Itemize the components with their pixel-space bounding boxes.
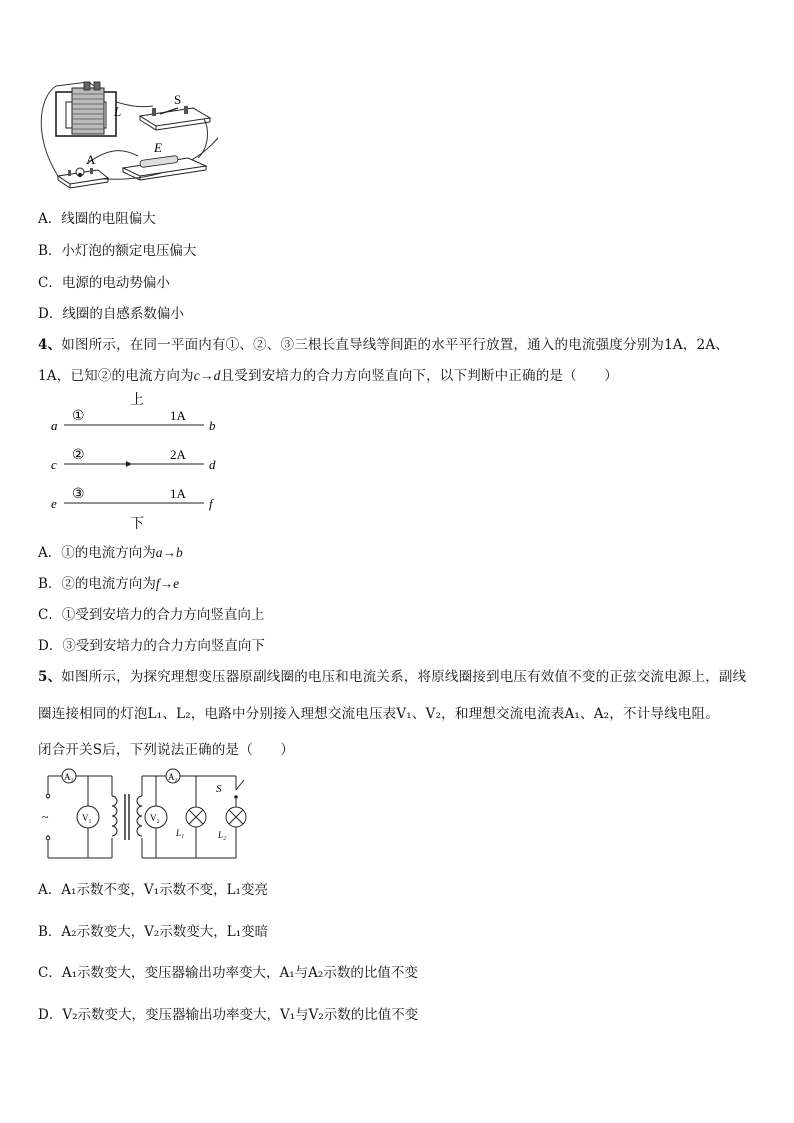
option-text: A₂示数变大，V₂示数变大，L₁变暗 — [61, 924, 269, 940]
option-text: 线圈的电阻偏大 — [61, 211, 156, 227]
option-letter: D． — [38, 306, 63, 322]
q3-option-d[interactable] — [38, 302, 184, 322]
q4-label-bottom: 下 — [130, 517, 144, 532]
wire-3-current: 1A — [170, 486, 186, 501]
wire-1-right: b — [209, 418, 216, 433]
wire-3-left: e — [51, 496, 57, 511]
question-number: 5、 — [38, 669, 62, 685]
option-text: ②的电流方向为 — [61, 576, 156, 592]
stem-direction: c→d — [193, 368, 221, 383]
wire-2-right: d — [209, 457, 216, 472]
q4-stem-line2 — [38, 364, 618, 384]
option-text: V₂示数变大，变压器输出功率变大，V₁与V₂示数的比值不变 — [62, 1007, 419, 1023]
wire-2-current: 2A — [170, 447, 186, 462]
q4-wires-figure — [46, 392, 226, 532]
q3-label-L: L — [114, 104, 122, 119]
wire-2-mark: ② — [72, 448, 85, 463]
lamp-l2 — [226, 807, 246, 827]
option-text: A₁示数变大，变压器输出功率变大，A₁与A₂示数的比值不变 — [61, 965, 418, 981]
wire-1-mark: ① — [72, 409, 85, 424]
q3-option-c[interactable] — [38, 271, 170, 291]
option-letter: D． — [38, 638, 63, 654]
q5-transformer-figure — [38, 766, 248, 864]
q4-option-c[interactable] — [38, 603, 264, 623]
option-letter: C． — [38, 965, 62, 981]
stem-text: 闭合开关S后，下列说法正确的是（ ） — [38, 742, 295, 758]
wire-1-left: a — [51, 418, 58, 433]
q5-option-a[interactable] — [38, 878, 268, 898]
option-direction: a→b — [155, 545, 183, 560]
option-letter: D． — [38, 1007, 63, 1023]
q5-option-d[interactable] — [38, 1003, 418, 1023]
stem-text: 1A，已知②的电流方向为 — [38, 368, 194, 384]
option-text: ③受到安培力的合力方向竖直向下 — [62, 638, 265, 654]
a2-label: A₂ — [168, 772, 178, 782]
q3-apparatus-figure — [28, 78, 218, 190]
question-number: 4、 — [38, 337, 62, 353]
q5-stem-line3 — [38, 738, 294, 758]
option-text: 电源的电动势偏小 — [61, 275, 170, 291]
q3-label-A: A — [86, 152, 96, 167]
q3-label-E: E — [154, 140, 162, 155]
stem-text: 如图所示，为探究理想变压器原副线圈的电压和电流关系，将原线圈接到电压有效值不变的正弦交流电源上，副线 — [61, 669, 747, 685]
option-letter: B． — [38, 576, 62, 592]
q5-option-b[interactable] — [38, 920, 268, 940]
source-symbol: ~ — [42, 810, 49, 824]
q3-option-b[interactable] — [38, 239, 196, 259]
option-letter: B． — [38, 924, 62, 940]
l2-label: L₂ — [218, 830, 227, 840]
q4-option-d[interactable] — [38, 634, 265, 654]
option-letter: B． — [38, 243, 62, 259]
wire-3-mark: ③ — [72, 487, 85, 502]
option-text: A₁示数不变，V₁示数不变，L₁变亮 — [61, 882, 268, 898]
wire-2-left: c — [51, 457, 57, 472]
option-text: ①的电流方向为 — [61, 545, 156, 561]
q3-label-S: S — [174, 92, 182, 107]
option-text: 小灯泡的额定电压偏大 — [61, 243, 197, 259]
wire-3-right: f — [209, 496, 213, 511]
option-letter: C． — [38, 607, 62, 623]
a1-label: A₁ — [64, 772, 74, 782]
option-direction: f→e — [155, 576, 180, 591]
option-letter: C． — [38, 275, 62, 291]
option-text: ①受到安培力的合力方向竖直向上 — [61, 607, 265, 623]
option-text: 线圈的自感系数偏小 — [62, 306, 184, 322]
v1-label: V₁ — [82, 813, 92, 823]
q4-option-a[interactable] — [38, 541, 183, 561]
q5-stem-line1 — [38, 665, 746, 685]
stem-text: 如图所示，在同一平面内有①、②、③三根长直导线等间距的水平平行放置，通入的电流强度分别为1A，2A、 — [61, 337, 729, 353]
q4-stem-line1 — [38, 333, 729, 353]
v2-label: V₂ — [150, 813, 160, 823]
stem-text: 圈连接相同的灯泡L₁、L₂，电路中分别接入理想交流电压表V₁、V₂，和理想交流电流表A₁、A₂，不计导线电阻。 — [38, 706, 719, 722]
q5-option-c[interactable] — [38, 961, 418, 981]
lamp-l1 — [186, 807, 206, 827]
q3-option-a[interactable] — [38, 207, 156, 227]
l1-label: L₁ — [176, 828, 185, 838]
wire-2-arrow — [126, 461, 132, 467]
option-letter: A． — [38, 211, 62, 227]
option-letter: A． — [38, 545, 62, 561]
stem-text: 且受到安培力的合力方向竖直向下，以下判断中正确的是（ ） — [220, 368, 618, 384]
q4-label-top: 上 — [130, 393, 144, 408]
option-letter: A． — [38, 882, 62, 898]
q4-option-b[interactable] — [38, 572, 179, 592]
wire-1-current: 1A — [170, 408, 186, 423]
switch-s-label: S — [216, 783, 222, 795]
q5-stem-line2 — [38, 702, 719, 722]
